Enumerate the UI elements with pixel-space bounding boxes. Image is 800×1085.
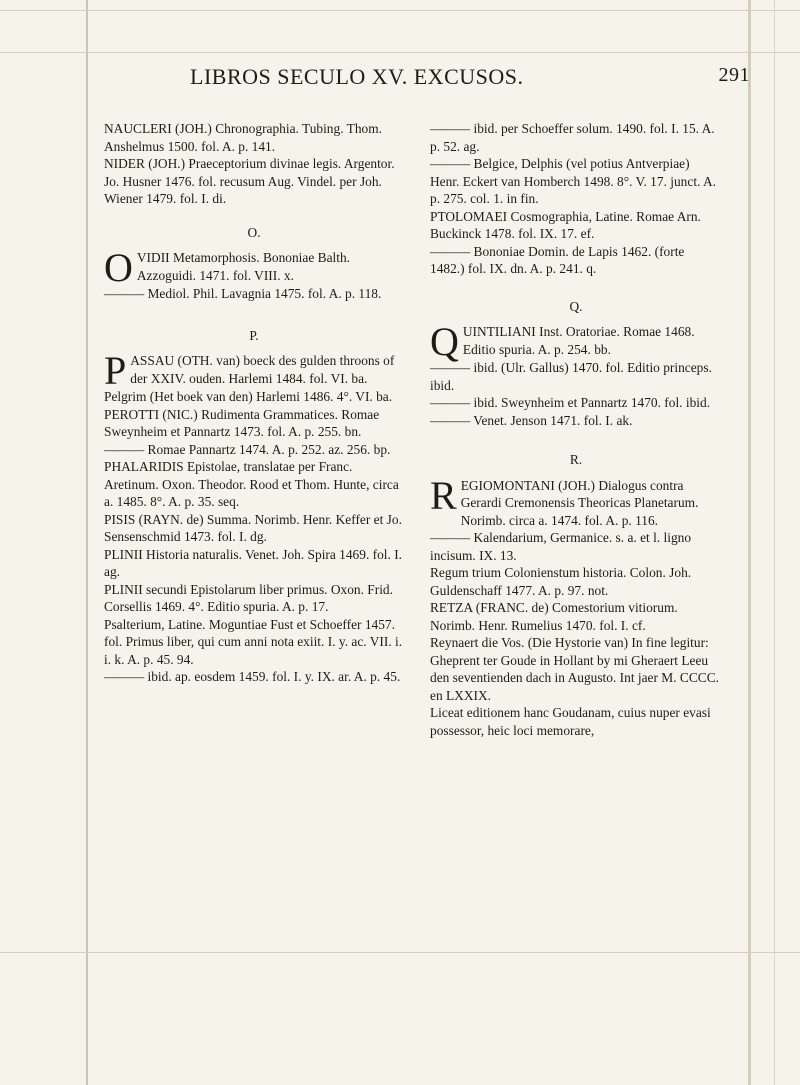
scan-rule-lower: [0, 952, 800, 953]
drop-cap: P: [104, 348, 127, 393]
catalog-entry: NAUCLERI (JOH.) Chronographia. Tubing. Thom. Anshelmus 1500. fol. A. p. 141.: [104, 121, 382, 154]
catalog-entry: ——— Venet. Jenson 1471. fol. I. ak.: [430, 412, 633, 428]
catalog-entry: PEROTTI (NIC.) Rudimenta Grammatices. Romae Sweynheim et Pannartz 1473. fol. A. p. 255. bn.: [104, 406, 380, 439]
catalog-entry: Pelgrim (Het boek van den) Harlemi 1486. 4°. VI. ba.: [104, 389, 393, 404]
catalog-entry: PISIS (RAYN. de) Summa. Norimb. Henr. Keffer et Jo. Sensenschmid 1473. fol. I. dg.: [104, 511, 402, 544]
catalog-entry: NIDER (JOH.) Praeceptorium divinae legis. Argentor. Jo. Husner 1476. fol. recusum Aug. Vindel. per Joh. Wiener 1479. fol. I. di.: [104, 156, 395, 206]
section-o: [104, 245, 404, 303]
scan-rule-upper: [0, 52, 800, 53]
scan-rule-top: [0, 10, 800, 11]
catalog-entry: RETZA (FRANC. de) Comestorium vitiorum. Norimb. Henr. Rumelius 1470. fol. I. cf.: [430, 600, 678, 633]
running-header: [190, 64, 750, 94]
page-edge-left: [86, 0, 88, 1085]
catalog-entry: PHALARIDIS Epistolae, translatae per Franc. Aretinum. Oxon. Theodor. Rood et Thom. Hunte, circa a. 1485. 8°. A. p. 35. seq.: [104, 459, 399, 509]
catalog-entry: Psalterium, Latine. Moguntiae Fust et Schoeffer 1457. fol. Primus liber, qui cum anni nota exiit. I. y. ac. VII. i. i. k. A. p. 45. 94.: [104, 616, 403, 667]
section-r: [430, 472, 722, 740]
drop-cap: O: [104, 245, 133, 290]
catalog-entry: ——— Bononiae Domin. de Lapis 1462. (forte 1482.) fol. IX. dn. A. p. 241. q.: [430, 243, 685, 276]
catalog-entry: ——— Belgice, Delphis (vel potius Antverpiae) Henr. Eckert van Homberch 1498. 8°. V. 17. junct. A. p. 275. col. 1. in fin.: [430, 156, 717, 206]
catalog-entry: UINTILIANI Inst. Oratoriae. Romae 1468. Editio spuria. A. p. 254. bb.: [462, 324, 695, 357]
catalog-entry: ——— Mediol. Phil. Lavagnia 1475. fol. A. p. 118.: [104, 286, 382, 301]
drop-cap: R: [430, 472, 457, 518]
catalog-entry: Reynaert die Vos. (Die Hystorie van) In fine legitur: Gheprent ter Goude in Hollant by mi Gheraert Leeu den seventienden dach in Augusto. Int jaer M. CCCC. en LXXIX.: [430, 635, 719, 703]
catalog-entry: ——— Kalendarium, Germanice. s. a. et l. ligno incisum. IX. 13.: [430, 530, 692, 563]
left-column: [104, 120, 404, 686]
page-edge-right: [748, 0, 751, 1085]
catalog-entry: Liceat editionem hanc Goudanam, cuius nuper evasi possessor, heic loci memorare,: [430, 705, 711, 738]
catalog-entry: ——— ibid. ap. eosdem 1459. fol. I. y. IX. ar. A. p. 45.: [104, 669, 401, 684]
catalog-entry: ASSAU (OTH. van) boeck des gulden throons of der XXIV. ouden. Harlemi 1484. fol. VI. ba.: [130, 353, 395, 386]
page-title: LIBROS SECULO XV. EXCUSOS.: [190, 64, 524, 89]
catalog-entry: ——— ibid. per Schoeffer solum. 1490. fol. I. 15. A. p. 52. ag.: [430, 121, 715, 154]
section-q: [430, 319, 722, 429]
section-heading-o: O.: [247, 224, 261, 240]
catalog-entry: EGIOMONTANI (JOH.) Dialogus contra Gerardi Cremonensis Theoricas Planetarum. Norimb. circa a. 1474. fol. A. p. 116.: [460, 477, 699, 528]
catalog-entry: ——— ibid. Sweynheim et Pannartz 1470. fol. ibid.: [430, 395, 711, 410]
page-edge-far: [774, 0, 775, 1085]
section-heading-r: R.: [569, 452, 583, 467]
section-p: [104, 348, 404, 686]
catalog-entry: PLINII secundi Epistolarum liber primus. Oxon. Frid. Corsellis 1469. 4°. Editio spuria. A. p. 17.: [104, 581, 393, 614]
section-heading-p: P.: [249, 327, 259, 343]
right-column: [430, 120, 722, 739]
catalog-entry: PTOLOMAEI Cosmographia, Latine. Romae Arn. Buckinck 1478. fol. IX. 17. ef.: [430, 208, 701, 241]
catalog-entry: ——— Romae Pannartz 1474. A. p. 252. az. 256. bp.: [104, 441, 391, 457]
section-heading-q: Q.: [569, 298, 583, 314]
page-number: 291: [718, 64, 750, 86]
catalog-entry: ——— ibid. (Ulr. Gallus) 1470. fol. Editio princeps. ibid.: [430, 360, 712, 393]
catalog-entry: PLINII Historia naturalis. Venet. Joh. Spira 1469. fol. I. ag.: [104, 546, 403, 579]
catalog-entry: Regum trium Colonienstum historia. Colon. Joh. Guldenschaff 1477. A. p. 97. not.: [430, 565, 692, 598]
drop-cap: Q: [430, 319, 459, 364]
catalog-entry: VIDII Metamorphosis. Bononiae Balth. Azzoguidi. 1471. fol. VIII. x.: [136, 250, 350, 283]
